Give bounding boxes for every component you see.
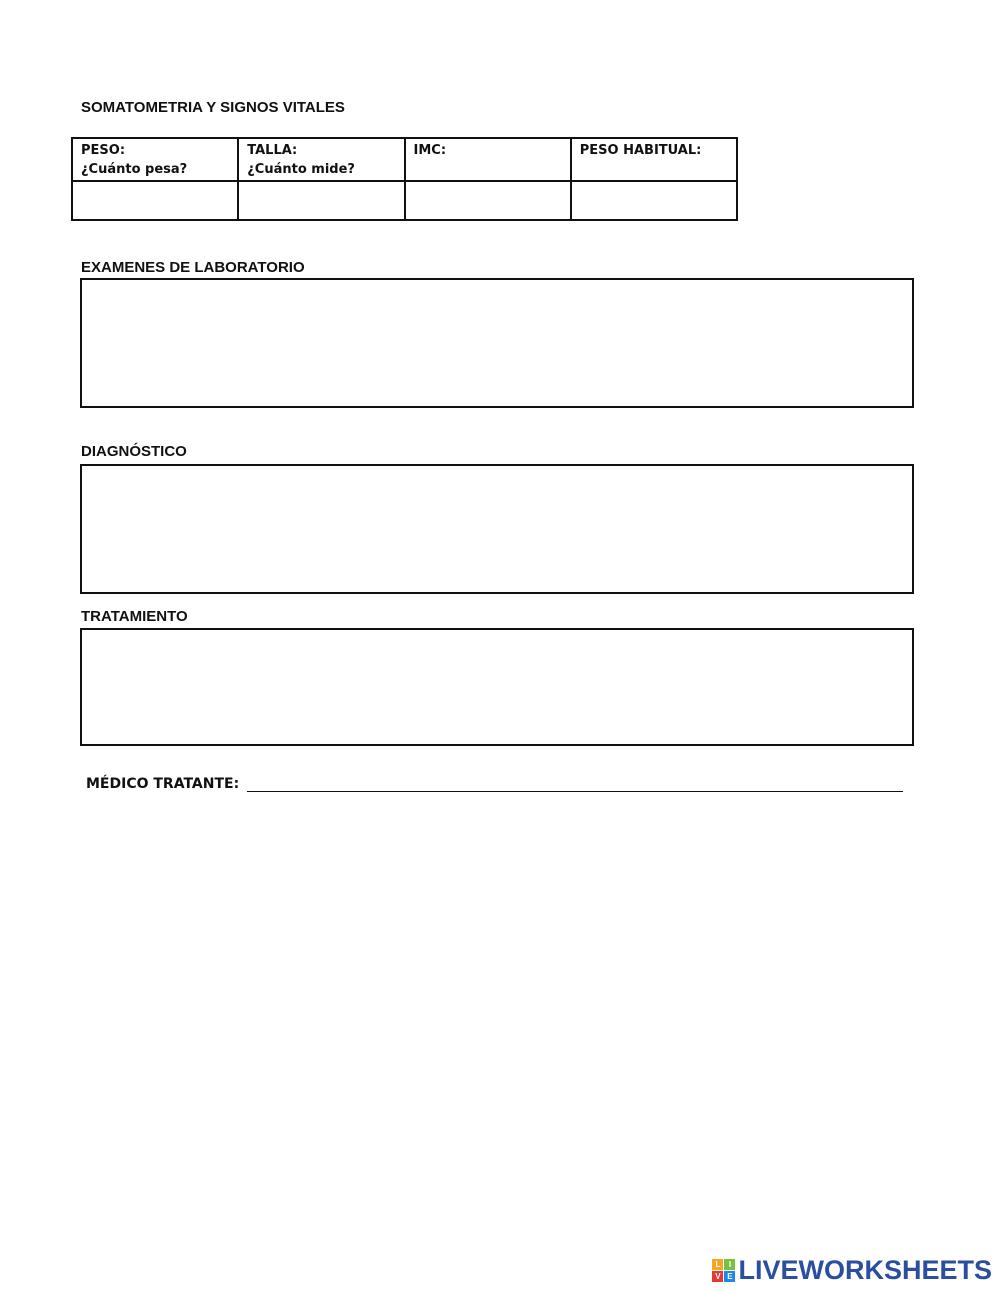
medico-tratante-label: MÉDICO TRATANTE: xyxy=(86,776,240,792)
talla-cell xyxy=(238,181,404,220)
peso-cell xyxy=(72,181,238,220)
laboratorio-box xyxy=(80,278,914,408)
medico-tratante-input[interactable] xyxy=(247,771,903,792)
vitals-input-row xyxy=(72,181,737,220)
imc-label: IMC: xyxy=(413,143,447,158)
tratamiento-textarea[interactable] xyxy=(82,630,912,744)
imc-cell xyxy=(405,181,571,220)
peso-sublabel: ¿Cuánto pesa? xyxy=(81,162,188,177)
talla-sublabel: ¿Cuánto mide? xyxy=(247,162,355,177)
talla-label: TALLA: xyxy=(247,143,298,158)
talla-header xyxy=(238,138,404,181)
imc-input[interactable] xyxy=(406,182,570,219)
tratamiento-title: TRATAMIENTO xyxy=(81,608,188,625)
logo-letter-i: I xyxy=(724,1259,735,1270)
imc-header xyxy=(405,138,571,181)
logo-letter-e: E xyxy=(724,1271,735,1282)
peso-habitual-input[interactable] xyxy=(572,182,736,219)
vitals-table xyxy=(71,137,738,221)
peso-header xyxy=(72,138,238,181)
laboratorio-title: EXAMENES DE LABORATORIO xyxy=(81,259,305,276)
logo-letter-l: L xyxy=(712,1259,723,1270)
peso-habitual-cell xyxy=(571,181,737,220)
tratamiento-box xyxy=(80,628,914,746)
vitals-header-row xyxy=(72,138,737,181)
laboratorio-textarea[interactable] xyxy=(82,280,912,406)
peso-habitual-header xyxy=(571,138,737,181)
somatometria-title: SOMATOMETRIA Y SIGNOS VITALES xyxy=(81,99,345,116)
liveworksheets-logo xyxy=(712,1255,992,1286)
peso-habitual-label: PESO HABITUAL: xyxy=(579,143,702,158)
logo-letter-v: V xyxy=(712,1271,723,1282)
diagnostico-title: DIAGNÓSTICO xyxy=(81,443,187,460)
talla-input[interactable] xyxy=(239,182,403,219)
logo-blocks-icon xyxy=(712,1259,735,1282)
logo-text: LIVEWORKSHEETS xyxy=(738,1255,992,1285)
diagnostico-textarea[interactable] xyxy=(82,466,912,592)
peso-label: PESO: xyxy=(81,143,126,158)
diagnostico-box xyxy=(80,464,914,594)
peso-input[interactable] xyxy=(73,182,237,219)
